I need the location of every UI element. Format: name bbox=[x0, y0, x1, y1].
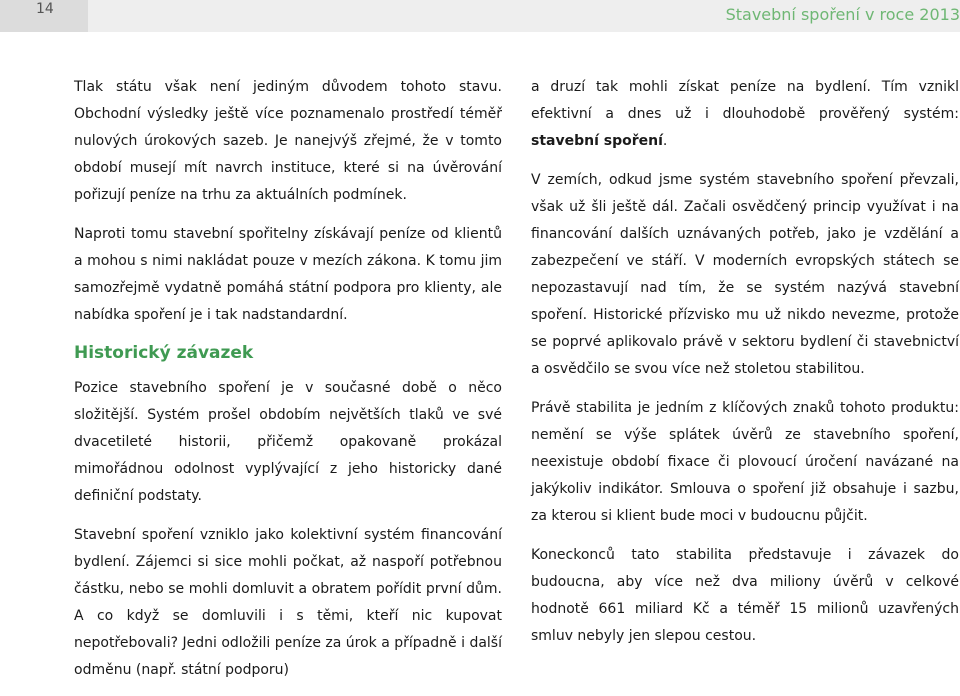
right-paragraph-1-text: a druzí tak mohli získat peníze na bydlení. Tím vznikl efektivní a dnes už i dlouhodobě prověřený systém: bbox=[531, 79, 959, 122]
right-column bbox=[531, 74, 959, 662]
page-number-box bbox=[0, 0, 88, 32]
left-paragraph-4: Stavební spoření vzniklo jako kolektivní systém financování bydlení. Zájemci si sice mohli počkat, až naspoří potřebnou částku, nebo se mohli domluvit a obratem pořídit první dům. A co když se domluvili i s těmi, kteří nic kupovat nepotřebovali? Jedni odložili peníze za úrok a případně i další odměnu (např. státní podporu) bbox=[74, 527, 502, 678]
right-paragraph-1-bold: stavební spoření bbox=[531, 133, 663, 149]
running-title: Stavební spoření v roce 2013 bbox=[725, 5, 960, 24]
right-paragraph-3: Právě stabilita je jedním z klíčových znaků tohoto produktu: nemění se výše splátek úvěrů ze stavebního spoření, neexistuje období fixace či plovoucí úročení navázané na jakýkoliv indikátor. Smlouva o spoření již obsahuje i sazbu, za kterou si klient bude moci v budoucnu půjčit. bbox=[531, 400, 959, 524]
left-column bbox=[74, 74, 502, 696]
left-paragraph-2: Naproti tomu stavební spořitelny získávají peníze od klientů a mohou s nimi nakládat pouze v mezích zákona. K tomu jim samozřejmě vydatně pomáhá státní podpora pro klienty, ale nabídka spoření je i tak nadstandardní. bbox=[74, 226, 502, 323]
left-paragraph-1: Tlak státu však není jediným důvodem tohoto stavu. Obchodní výsledky ještě více poznamenalo prostředí téměř nulových úrokových sazeb. Je nanejvýš zřejmé, že v tomto období musejí mít navrch instituce, které si na úvěrování pořizují peníze na trhu za aktuálních podmínek. bbox=[74, 79, 502, 203]
right-paragraph-4: Koneckonců tato stabilita představuje i závazek do budoucna, aby více než dva miliony úvěrů v celkové hodnotě 661 miliard Kč a téměř 15 milionů uzavřených smluv nebyly jen slepou cestou. bbox=[531, 547, 959, 644]
right-paragraph-2: V zemích, odkud jsme systém stavebního spoření převzali, však už šli ještě dál. Začali osvědčený princip využívat i na financování dalších uznávaných potřeb, jako je vzdělání a zabezpečení ve stáří. V moderních evropských státech se nepozastavují nad tím, že se systém nazývá stavební spoření. Historické přízvisko mu už nikdo nevezme, protože se poprvé aplikovalo právě v sektoru bydlení či stavebnictví a osvědčilo se svou více než stoletou stabilitou. bbox=[531, 172, 959, 377]
left-paragraph-3: Pozice stavebního spoření je v současné době o něco složitější. Systém prošel obdobím největších tlaků ve své dvacetileté historii, přičemž opakovaně prokázal mimořádnou odolnost vyplývající z jeho historicky dané definiční podstaty. bbox=[74, 380, 502, 504]
page-number: 14 bbox=[36, 1, 54, 17]
right-paragraph-1 bbox=[531, 74, 959, 155]
right-paragraph-1-end: . bbox=[662, 133, 668, 149]
section-heading: Historický závazek bbox=[74, 343, 254, 363]
